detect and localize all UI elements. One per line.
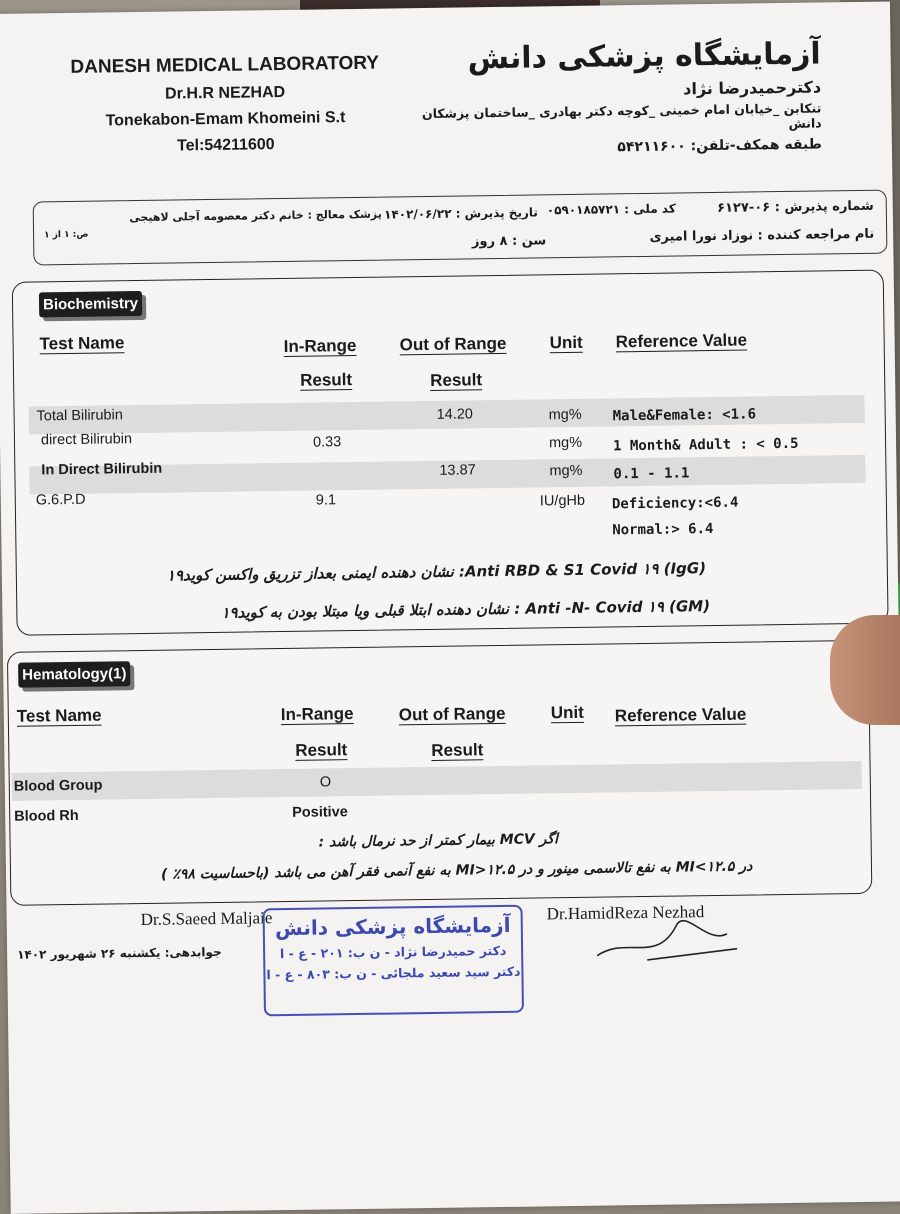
hem-header-out-result: Result bbox=[431, 740, 484, 760]
lab-name-en: DANESH MEDICAL LABORATORY bbox=[70, 52, 380, 78]
covid-igg-note: Anti RBD & S1 Covid ۱۹ (IgG): نشان دهنده ایمنی بعداز تزریق واکسن کوید۱۹ bbox=[166, 559, 707, 585]
national-id: کد ملی : ۰۵۹۰۱۸۵۷۲۱ bbox=[546, 201, 676, 218]
tel-fa: طبقه همکف-تلفن: ۵۴۲۱۱۶۰۰ bbox=[617, 136, 823, 156]
reception-number: شماره پذیرش : ۰۶-۶۱۲۷ bbox=[717, 198, 874, 216]
address-fa: تنکابن _خیابان امام خمینی _کوچه دکتر بهادری _ساختمان پزشکان دانش bbox=[421, 100, 822, 131]
header-persian bbox=[400, 36, 822, 158]
reply-date: جوابدهی: یکشنبه ۲۶ شهریور ۱۴۰۲ bbox=[17, 944, 222, 962]
biochemistry-title: Biochemistry bbox=[39, 291, 142, 317]
test-total-bilirubin: Total Bilirubin bbox=[36, 407, 123, 425]
mcv-note: اگر MCV بیمار کمتر از حد نرمال باشد : bbox=[318, 831, 559, 851]
hem-header-unit: Unit bbox=[550, 702, 584, 723]
signature-scribble bbox=[587, 904, 748, 976]
hem-header-reference: Reference Value bbox=[614, 704, 747, 726]
signature-left: Dr.S.Saeed Maljaie bbox=[140, 908, 273, 930]
patient-name: نام مراجعه کننده : نوزاد نورا امیری bbox=[649, 226, 875, 245]
tel-en: Tel:54211600 bbox=[176, 136, 275, 155]
hem-header-in-result: Result bbox=[295, 740, 348, 760]
unit-g6pd: IU/gHb bbox=[539, 492, 586, 510]
ref-total-bilirubin: Male&Female: <1.6 bbox=[612, 406, 757, 425]
address-en: Tonekabon-Emam Khomeini S.t bbox=[105, 109, 346, 130]
patient-info-box bbox=[33, 190, 888, 266]
patient-age: سن : ۸ روز bbox=[471, 233, 547, 250]
out-value-total-bilirubin: 14.20 bbox=[436, 406, 474, 423]
hem-header-out-range: Out of Range bbox=[398, 703, 506, 725]
stamp-title: آزمایشگاه پزشکی دانش bbox=[274, 912, 511, 941]
ref-g6pd: Deficiency:<6.4 bbox=[611, 494, 739, 513]
page-number: ص: ۱ از ۱ bbox=[44, 229, 89, 241]
row-band bbox=[12, 761, 862, 801]
test-blood-group: Blood Group bbox=[13, 777, 103, 795]
bio-header-out-range: Out of Range bbox=[399, 333, 507, 355]
ref-g6pd-normal: Normal:> 6.4 bbox=[612, 521, 714, 539]
doctor-name-en: Dr.H.R NEZHAD bbox=[165, 83, 286, 103]
value-blood-group: O bbox=[319, 774, 332, 791]
bio-header-out-result: Result bbox=[430, 370, 483, 390]
test-indirect-bilirubin: In Direct Bilirubin bbox=[41, 460, 163, 479]
bio-header-test-name: Test Name bbox=[39, 333, 125, 354]
ref-indirect-bilirubin: 0.1 - 1.1 bbox=[613, 465, 690, 483]
hematology-title: Hematology(1) bbox=[18, 661, 131, 688]
covid-igm-note: Anti -N- Covid ۱۹ (GM) : نشان دهنده ابتلا قبلی ویا مبتلا بودن به کوید۱۹ bbox=[221, 597, 711, 622]
bio-header-in-range: In-Range bbox=[283, 335, 357, 356]
out-value-indirect-bilirubin: 13.87 bbox=[439, 462, 476, 479]
ref-direct-bilirubin: 1 Month& Adult : < 0.5 bbox=[612, 435, 799, 455]
bio-header-in-result: Result bbox=[300, 370, 353, 390]
stamp-line-2: دکتر سید سعید ملجائی - ن ب: ۸۰۳ - ع - ا bbox=[266, 963, 521, 983]
hem-header-in-range: In-Range bbox=[280, 704, 354, 725]
lab-name-fa: آزمایشگاه پزشکی دانش bbox=[467, 36, 821, 77]
biochemistry-section bbox=[12, 270, 889, 636]
mentzer-index-note: در MI<۱۲.۵ به نفع تالاسمی مینور و در MI>۱۲.۵ به نفع آنمی فقر آهن می باشد (باحساسیت ۹۸٪ ) bbox=[160, 858, 753, 883]
hem-header-test-name: Test Name bbox=[16, 705, 102, 726]
lab-report-paper bbox=[0, 1, 900, 1213]
unit-indirect-bilirubin: mg% bbox=[549, 462, 583, 480]
in-value-g6pd: 9.1 bbox=[315, 492, 337, 509]
bio-header-unit: Unit bbox=[549, 332, 583, 353]
in-value-direct-bilirubin: 0.33 bbox=[312, 434, 342, 451]
reception-date: تاریخ پذیرش : ۱۴۰۲/۰۶/۲۲ bbox=[384, 205, 538, 222]
thumb bbox=[830, 615, 900, 725]
physician: پزشک معالج : خانم دکتر معصومه آجلی لاهیجی bbox=[129, 207, 382, 225]
hematology-section bbox=[7, 640, 872, 906]
test-direct-bilirubin: direct Bilirubin bbox=[40, 431, 133, 449]
unit-direct-bilirubin: mg% bbox=[548, 434, 583, 452]
bio-header-reference: Reference Value bbox=[615, 330, 748, 352]
stamp-line-1: دکتر حمیدرضا نژاد - ن ب: ۲۰۱ - ع - ا bbox=[279, 942, 507, 962]
unit-total-bilirubin: mg% bbox=[548, 406, 582, 424]
header-english bbox=[55, 52, 396, 165]
test-g6pd: G.6.P.D bbox=[35, 491, 86, 509]
doctor-name-fa: دکترحمیدرضا نژاد bbox=[683, 77, 822, 99]
laboratory-stamp bbox=[263, 905, 524, 1017]
test-blood-rh: Blood Rh bbox=[14, 807, 79, 825]
value-blood-rh: Positive bbox=[292, 804, 348, 821]
signature-right: Dr.HamidReza Nezhad bbox=[546, 902, 705, 924]
